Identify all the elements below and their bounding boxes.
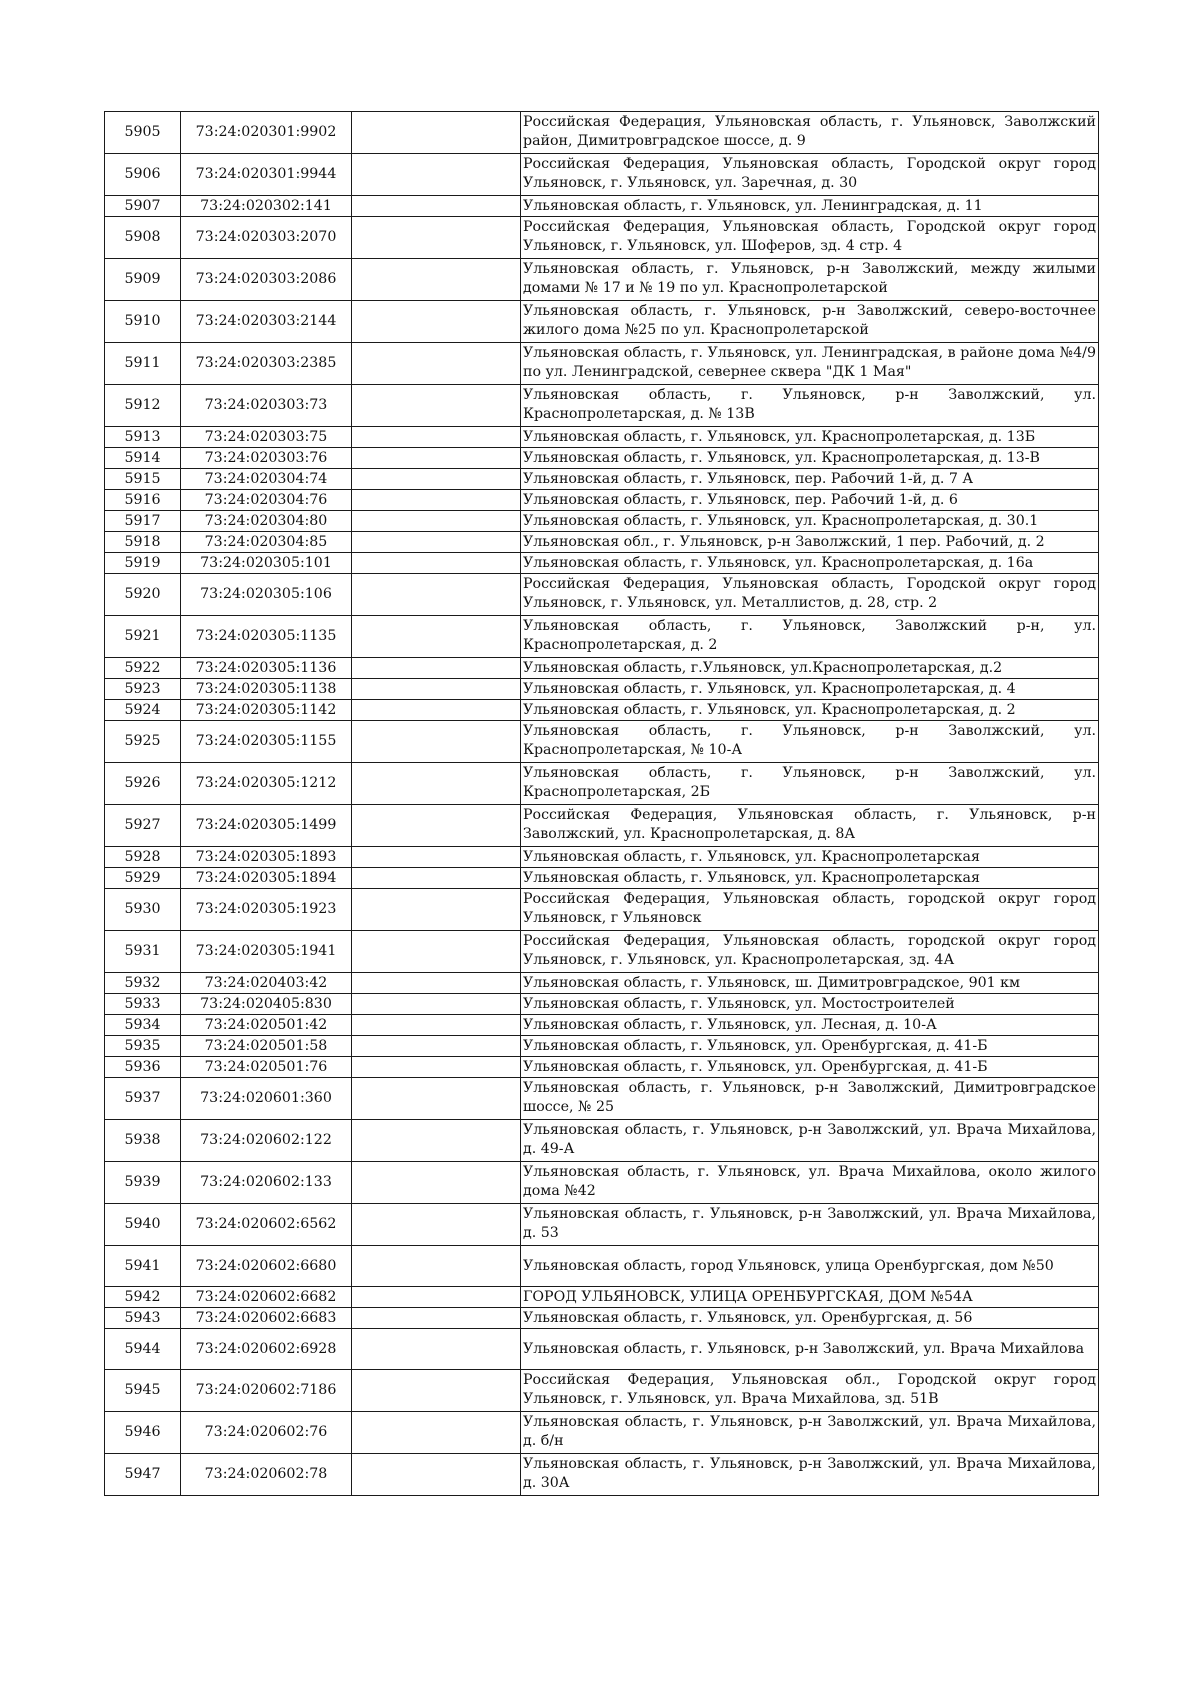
address-cell: Ульяновская область, г. Ульяновск, ш. Димитровградское, 901 км bbox=[521, 973, 1099, 994]
address-cell: ГОРОД УЛЬЯНОВСК, УЛИЦА ОРЕНБУРГСКАЯ, ДОМ №54А bbox=[521, 1287, 1099, 1308]
table-row bbox=[105, 343, 1099, 385]
row-number: 5924 bbox=[105, 700, 181, 721]
cadastral-number: 73:24:020601:360 bbox=[181, 1078, 352, 1120]
cadastral-number: 73:24:020305:1923 bbox=[181, 889, 352, 931]
address-cell: Российская Федерация, Ульяновская область, г. Ульяновск, р-н Заволжский, ул. Краснопролетарская, д. 8А bbox=[521, 805, 1099, 847]
address-cell: Ульяновская обл., г. Ульяновск, р-н Заволжский, 1 пер. Рабочий, д. 2 bbox=[521, 532, 1099, 553]
address-cell: Ульяновская область, г. Ульяновск, ул. Врача Михайлова, около жилого дома №42 bbox=[521, 1162, 1099, 1204]
table-row bbox=[105, 385, 1099, 427]
address-cell: Ульяновская область, г. Ульяновск, р-н Заволжский, ул. Краснопролетарская, д. № 13В bbox=[521, 385, 1099, 427]
row-number: 5918 bbox=[105, 532, 181, 553]
empty-cell bbox=[352, 889, 521, 931]
table-row bbox=[105, 679, 1099, 700]
table-row bbox=[105, 973, 1099, 994]
cadastral-number: 73:24:020405:830 bbox=[181, 994, 352, 1015]
address-cell: Ульяновская область, г. Ульяновск, ул. Ленинградская, в районе дома №4/9 по ул. Ленинградской, севернее сквера "ДК 1 Мая" bbox=[521, 343, 1099, 385]
empty-cell bbox=[352, 301, 521, 343]
table-row bbox=[105, 469, 1099, 490]
address-cell: Ульяновская область, г. Ульяновск, ул. Краснопролетарская, д. 13Б bbox=[521, 427, 1099, 448]
address-cell: Ульяновская область, г. Ульяновск, Заволжский р-н, ул. Краснопролетарская, д. 2 bbox=[521, 616, 1099, 658]
row-number: 5911 bbox=[105, 343, 181, 385]
address-cell: Ульяновская область, г. Ульяновск, ул. Лесная, д. 10-А bbox=[521, 1015, 1099, 1036]
cadastral-number: 73:24:020305:1894 bbox=[181, 868, 352, 889]
registry-table bbox=[104, 111, 1099, 1496]
row-number: 5947 bbox=[105, 1454, 181, 1496]
address-cell: Ульяновская область, г. Ульяновск, ул. Оренбургская, д. 41-Б bbox=[521, 1036, 1099, 1057]
table-row bbox=[105, 112, 1099, 154]
row-number: 5912 bbox=[105, 385, 181, 427]
cadastral-number: 73:24:020302:141 bbox=[181, 196, 352, 217]
row-number: 5941 bbox=[105, 1246, 181, 1287]
cadastral-number: 73:24:020304:85 bbox=[181, 532, 352, 553]
empty-cell bbox=[352, 805, 521, 847]
table-row bbox=[105, 1308, 1099, 1329]
cadastral-number: 73:24:020301:9902 bbox=[181, 112, 352, 154]
address-cell: Ульяновская область, г. Ульяновск, р-н Заволжский, между жилыми домами № 17 и № 19 по ул. Краснопролетарской bbox=[521, 259, 1099, 301]
row-number: 5927 bbox=[105, 805, 181, 847]
address-cell: Ульяновская область, г. Ульяновск, ул. Краснопролетарская, д. 16а bbox=[521, 553, 1099, 574]
empty-cell bbox=[352, 427, 521, 448]
table-row bbox=[105, 1162, 1099, 1204]
address-cell: Ульяновская область, г. Ульяновск, пер. Рабочий 1-й, д. 6 bbox=[521, 490, 1099, 511]
row-number: 5935 bbox=[105, 1036, 181, 1057]
cadastral-number: 73:24:020602:6562 bbox=[181, 1204, 352, 1246]
row-number: 5930 bbox=[105, 889, 181, 931]
address-cell: Ульяновская область, г. Ульяновск, ул. Оренбургская, д. 41-Б bbox=[521, 1057, 1099, 1078]
empty-cell bbox=[352, 973, 521, 994]
row-number: 5916 bbox=[105, 490, 181, 511]
cadastral-number: 73:24:020602:133 bbox=[181, 1162, 352, 1204]
cadastral-number: 73:24:020304:74 bbox=[181, 469, 352, 490]
table-row bbox=[105, 763, 1099, 805]
table-row bbox=[105, 1329, 1099, 1370]
empty-cell bbox=[352, 343, 521, 385]
table-row bbox=[105, 931, 1099, 973]
address-cell: Ульяновская область, г. Ульяновск, ул. Ленинградская, д. 11 bbox=[521, 196, 1099, 217]
row-number: 5919 bbox=[105, 553, 181, 574]
table-row bbox=[105, 1120, 1099, 1162]
cadastral-number: 73:24:020602:6928 bbox=[181, 1329, 352, 1370]
address-cell: Ульяновская область, г. Ульяновск, р-н Заволжский, северо-восточнее жилого дома №25 по ул. Краснопролетарской bbox=[521, 301, 1099, 343]
cadastral-number: 73:24:020301:9944 bbox=[181, 154, 352, 196]
empty-cell bbox=[352, 1454, 521, 1496]
row-number: 5906 bbox=[105, 154, 181, 196]
cadastral-number: 73:24:020305:1138 bbox=[181, 679, 352, 700]
row-number: 5920 bbox=[105, 574, 181, 616]
empty-cell bbox=[352, 1308, 521, 1329]
address-cell: Ульяновская область, г. Ульяновск, р-н Заволжский, ул. Врача Михайлова, д. 30А bbox=[521, 1454, 1099, 1496]
row-number: 5915 bbox=[105, 469, 181, 490]
cadastral-number: 73:24:020305:101 bbox=[181, 553, 352, 574]
table-row bbox=[105, 553, 1099, 574]
cadastral-number: 73:24:020305:1941 bbox=[181, 931, 352, 973]
cadastral-number: 73:24:020304:80 bbox=[181, 511, 352, 532]
empty-cell bbox=[352, 994, 521, 1015]
table-row bbox=[105, 868, 1099, 889]
row-number: 5908 bbox=[105, 217, 181, 259]
cadastral-number: 73:24:020602:78 bbox=[181, 1454, 352, 1496]
row-number: 5910 bbox=[105, 301, 181, 343]
table-row bbox=[105, 427, 1099, 448]
cadastral-number: 73:24:020303:73 bbox=[181, 385, 352, 427]
empty-cell bbox=[352, 1078, 521, 1120]
registry-body bbox=[105, 112, 1099, 1496]
empty-cell bbox=[352, 700, 521, 721]
empty-cell bbox=[352, 1204, 521, 1246]
empty-cell bbox=[352, 658, 521, 679]
cadastral-number: 73:24:020501:42 bbox=[181, 1015, 352, 1036]
row-number: 5946 bbox=[105, 1412, 181, 1454]
empty-cell bbox=[352, 1329, 521, 1370]
row-number: 5932 bbox=[105, 973, 181, 994]
cadastral-number: 73:24:020602:6683 bbox=[181, 1308, 352, 1329]
cadastral-number: 73:24:020602:122 bbox=[181, 1120, 352, 1162]
empty-cell bbox=[352, 259, 521, 301]
address-cell: Ульяновская область, г. Ульяновск, ул. Краснопролетарская, д. 4 bbox=[521, 679, 1099, 700]
address-cell: Ульяновская область, г. Ульяновск, р-н Заволжский, ул. Врача Михайлова, д. 53 bbox=[521, 1204, 1099, 1246]
empty-cell bbox=[352, 385, 521, 427]
empty-cell bbox=[352, 868, 521, 889]
address-cell: Ульяновская область, г. Ульяновск, р-н Заволжский, ул. Краснопролетарская, № 10-А bbox=[521, 721, 1099, 763]
empty-cell bbox=[352, 196, 521, 217]
row-number: 5928 bbox=[105, 847, 181, 868]
empty-cell bbox=[352, 448, 521, 469]
table-row bbox=[105, 217, 1099, 259]
address-cell: Ульяновская область, г. Ульяновск, пер. Рабочий 1-й, д. 7 А bbox=[521, 469, 1099, 490]
cadastral-number: 73:24:020305:1212 bbox=[181, 763, 352, 805]
cadastral-number: 73:24:020501:76 bbox=[181, 1057, 352, 1078]
address-cell: Ульяновская область, г. Ульяновск, р-н Заволжский, Димитровградское шоссе, № 25 bbox=[521, 1078, 1099, 1120]
cadastral-number: 73:24:020305:1136 bbox=[181, 658, 352, 679]
empty-cell bbox=[352, 616, 521, 658]
empty-cell bbox=[352, 1036, 521, 1057]
empty-cell bbox=[352, 1246, 521, 1287]
cadastral-number: 73:24:020303:2144 bbox=[181, 301, 352, 343]
row-number: 5925 bbox=[105, 721, 181, 763]
row-number: 5937 bbox=[105, 1078, 181, 1120]
cadastral-number: 73:24:020305:1135 bbox=[181, 616, 352, 658]
cadastral-number: 73:24:020303:2086 bbox=[181, 259, 352, 301]
cadastral-number: 73:24:020303:2385 bbox=[181, 343, 352, 385]
cadastral-number: 73:24:020303:75 bbox=[181, 427, 352, 448]
cadastral-number: 73:24:020602:6680 bbox=[181, 1246, 352, 1287]
row-number: 5905 bbox=[105, 112, 181, 154]
row-number: 5943 bbox=[105, 1308, 181, 1329]
row-number: 5933 bbox=[105, 994, 181, 1015]
row-number: 5936 bbox=[105, 1057, 181, 1078]
row-number: 5926 bbox=[105, 763, 181, 805]
address-cell: Ульяновская область, г. Ульяновск, ул. Мостостроителей bbox=[521, 994, 1099, 1015]
cadastral-number: 73:24:020602:76 bbox=[181, 1412, 352, 1454]
address-cell: Ульяновская область, г. Ульяновск, р-н Заволжский, ул. Краснопролетарская, 2Б bbox=[521, 763, 1099, 805]
empty-cell bbox=[352, 1015, 521, 1036]
empty-cell bbox=[352, 1120, 521, 1162]
table-row bbox=[105, 1454, 1099, 1496]
address-cell: Ульяновская область, г. Ульяновск, ул. Краснопролетарская bbox=[521, 868, 1099, 889]
cadastral-number: 73:24:020303:76 bbox=[181, 448, 352, 469]
address-cell: Российская Федерация, Ульяновская область, Городской округ город Ульяновск, г. Ульяновск, ул. Заречная, д. 30 bbox=[521, 154, 1099, 196]
row-number: 5914 bbox=[105, 448, 181, 469]
cadastral-number: 73:24:020403:42 bbox=[181, 973, 352, 994]
row-number: 5939 bbox=[105, 1162, 181, 1204]
table-row bbox=[105, 1078, 1099, 1120]
row-number: 5907 bbox=[105, 196, 181, 217]
address-cell: Ульяновская область, город Ульяновск, улица Оренбургская, дом №50 bbox=[521, 1246, 1099, 1287]
row-number: 5921 bbox=[105, 616, 181, 658]
cadastral-number: 73:24:020303:2070 bbox=[181, 217, 352, 259]
empty-cell bbox=[352, 1370, 521, 1412]
cadastral-number: 73:24:020305:1155 bbox=[181, 721, 352, 763]
empty-cell bbox=[352, 511, 521, 532]
empty-cell bbox=[352, 112, 521, 154]
address-cell: Ульяновская область, г.Ульяновск, ул.Краснопролетарская, д.2 bbox=[521, 658, 1099, 679]
row-number: 5909 bbox=[105, 259, 181, 301]
address-cell: Российская Федерация, Ульяновская область, г. Ульяновск, Заволжский район, Димитровградское шоссе, д. 9 bbox=[521, 112, 1099, 154]
cadastral-number: 73:24:020304:76 bbox=[181, 490, 352, 511]
empty-cell bbox=[352, 469, 521, 490]
row-number: 5945 bbox=[105, 1370, 181, 1412]
table-row bbox=[105, 574, 1099, 616]
table-row bbox=[105, 532, 1099, 553]
cadastral-number: 73:24:020602:7186 bbox=[181, 1370, 352, 1412]
empty-cell bbox=[352, 931, 521, 973]
table-row bbox=[105, 721, 1099, 763]
row-number: 5931 bbox=[105, 931, 181, 973]
table-row bbox=[105, 196, 1099, 217]
table-row bbox=[105, 805, 1099, 847]
empty-cell bbox=[352, 1162, 521, 1204]
table-row bbox=[105, 1057, 1099, 1078]
empty-cell bbox=[352, 1287, 521, 1308]
table-row bbox=[105, 448, 1099, 469]
empty-cell bbox=[352, 847, 521, 868]
cadastral-number: 73:24:020305:1499 bbox=[181, 805, 352, 847]
table-row bbox=[105, 889, 1099, 931]
table-row bbox=[105, 847, 1099, 868]
empty-cell bbox=[352, 217, 521, 259]
address-cell: Российская Федерация, Ульяновская область, Городской округ город Ульяновск, г. Ульяновск, ул. Шоферов, зд. 4 стр. 4 bbox=[521, 217, 1099, 259]
row-number: 5942 bbox=[105, 1287, 181, 1308]
table-row bbox=[105, 994, 1099, 1015]
table-row bbox=[105, 511, 1099, 532]
address-cell: Ульяновская область, г. Ульяновск, р-н Заволжский, ул. Врача Михайлова, д. 49-А bbox=[521, 1120, 1099, 1162]
address-cell: Российская Федерация, Ульяновская область, городской округ город Ульяновск, г Ульяновск bbox=[521, 889, 1099, 931]
table-row bbox=[105, 1370, 1099, 1412]
table-row bbox=[105, 301, 1099, 343]
address-cell: Ульяновская область, г. Ульяновск, р-н Заволжский, ул. Врача Михайлова, д. б/н bbox=[521, 1412, 1099, 1454]
empty-cell bbox=[352, 1057, 521, 1078]
row-number: 5940 bbox=[105, 1204, 181, 1246]
table-row bbox=[105, 1036, 1099, 1057]
table-row bbox=[105, 259, 1099, 301]
row-number: 5922 bbox=[105, 658, 181, 679]
row-number: 5923 bbox=[105, 679, 181, 700]
table-row bbox=[105, 1204, 1099, 1246]
address-cell: Ульяновская область, г. Ульяновск, р-н Заволжский, ул. Врача Михайлова bbox=[521, 1329, 1099, 1370]
address-cell: Российская Федерация, Ульяновская обл., Городской округ город Ульяновск, г. Ульяновск, ул. Врача Михайлова, зд. 51В bbox=[521, 1370, 1099, 1412]
empty-cell bbox=[352, 532, 521, 553]
address-cell: Ульяновская область, г. Ульяновск, ул. Краснопролетарская, д. 30.1 bbox=[521, 511, 1099, 532]
address-cell: Российская Федерация, Ульяновская область, Городской округ город Ульяновск, г. Ульяновск, ул. Металлистов, д. 28, стр. 2 bbox=[521, 574, 1099, 616]
table-row bbox=[105, 616, 1099, 658]
empty-cell bbox=[352, 763, 521, 805]
row-number: 5913 bbox=[105, 427, 181, 448]
empty-cell bbox=[352, 553, 521, 574]
row-number: 5917 bbox=[105, 511, 181, 532]
empty-cell bbox=[352, 679, 521, 700]
row-number: 5938 bbox=[105, 1120, 181, 1162]
address-cell: Ульяновская область, г. Ульяновск, ул. Оренбургская, д. 56 bbox=[521, 1308, 1099, 1329]
table-row bbox=[105, 490, 1099, 511]
address-cell: Российская Федерация, Ульяновская область, городской округ город Ульяновск, г. Ульяновск, ул. Краснопролетарская, зд. 4А bbox=[521, 931, 1099, 973]
empty-cell bbox=[352, 574, 521, 616]
table-row bbox=[105, 658, 1099, 679]
empty-cell bbox=[352, 1412, 521, 1454]
row-number: 5934 bbox=[105, 1015, 181, 1036]
empty-cell bbox=[352, 721, 521, 763]
table-row bbox=[105, 1015, 1099, 1036]
table-row bbox=[105, 700, 1099, 721]
table-row bbox=[105, 1287, 1099, 1308]
cadastral-number: 73:24:020305:1142 bbox=[181, 700, 352, 721]
empty-cell bbox=[352, 154, 521, 196]
table-row bbox=[105, 154, 1099, 196]
cadastral-number: 73:24:020305:106 bbox=[181, 574, 352, 616]
cadastral-number: 73:24:020602:6682 bbox=[181, 1287, 352, 1308]
table-row bbox=[105, 1412, 1099, 1454]
address-cell: Ульяновская область, г. Ульяновск, ул. Краснопролетарская, д. 2 bbox=[521, 700, 1099, 721]
row-number: 5929 bbox=[105, 868, 181, 889]
address-cell: Ульяновская область, г. Ульяновск, ул. Краснопролетарская, д. 13-В bbox=[521, 448, 1099, 469]
address-cell: Ульяновская область, г. Ульяновск, ул. Краснопролетарская bbox=[521, 847, 1099, 868]
table-row bbox=[105, 1246, 1099, 1287]
empty-cell bbox=[352, 490, 521, 511]
cadastral-number: 73:24:020501:58 bbox=[181, 1036, 352, 1057]
row-number: 5944 bbox=[105, 1329, 181, 1370]
cadastral-number: 73:24:020305:1893 bbox=[181, 847, 352, 868]
